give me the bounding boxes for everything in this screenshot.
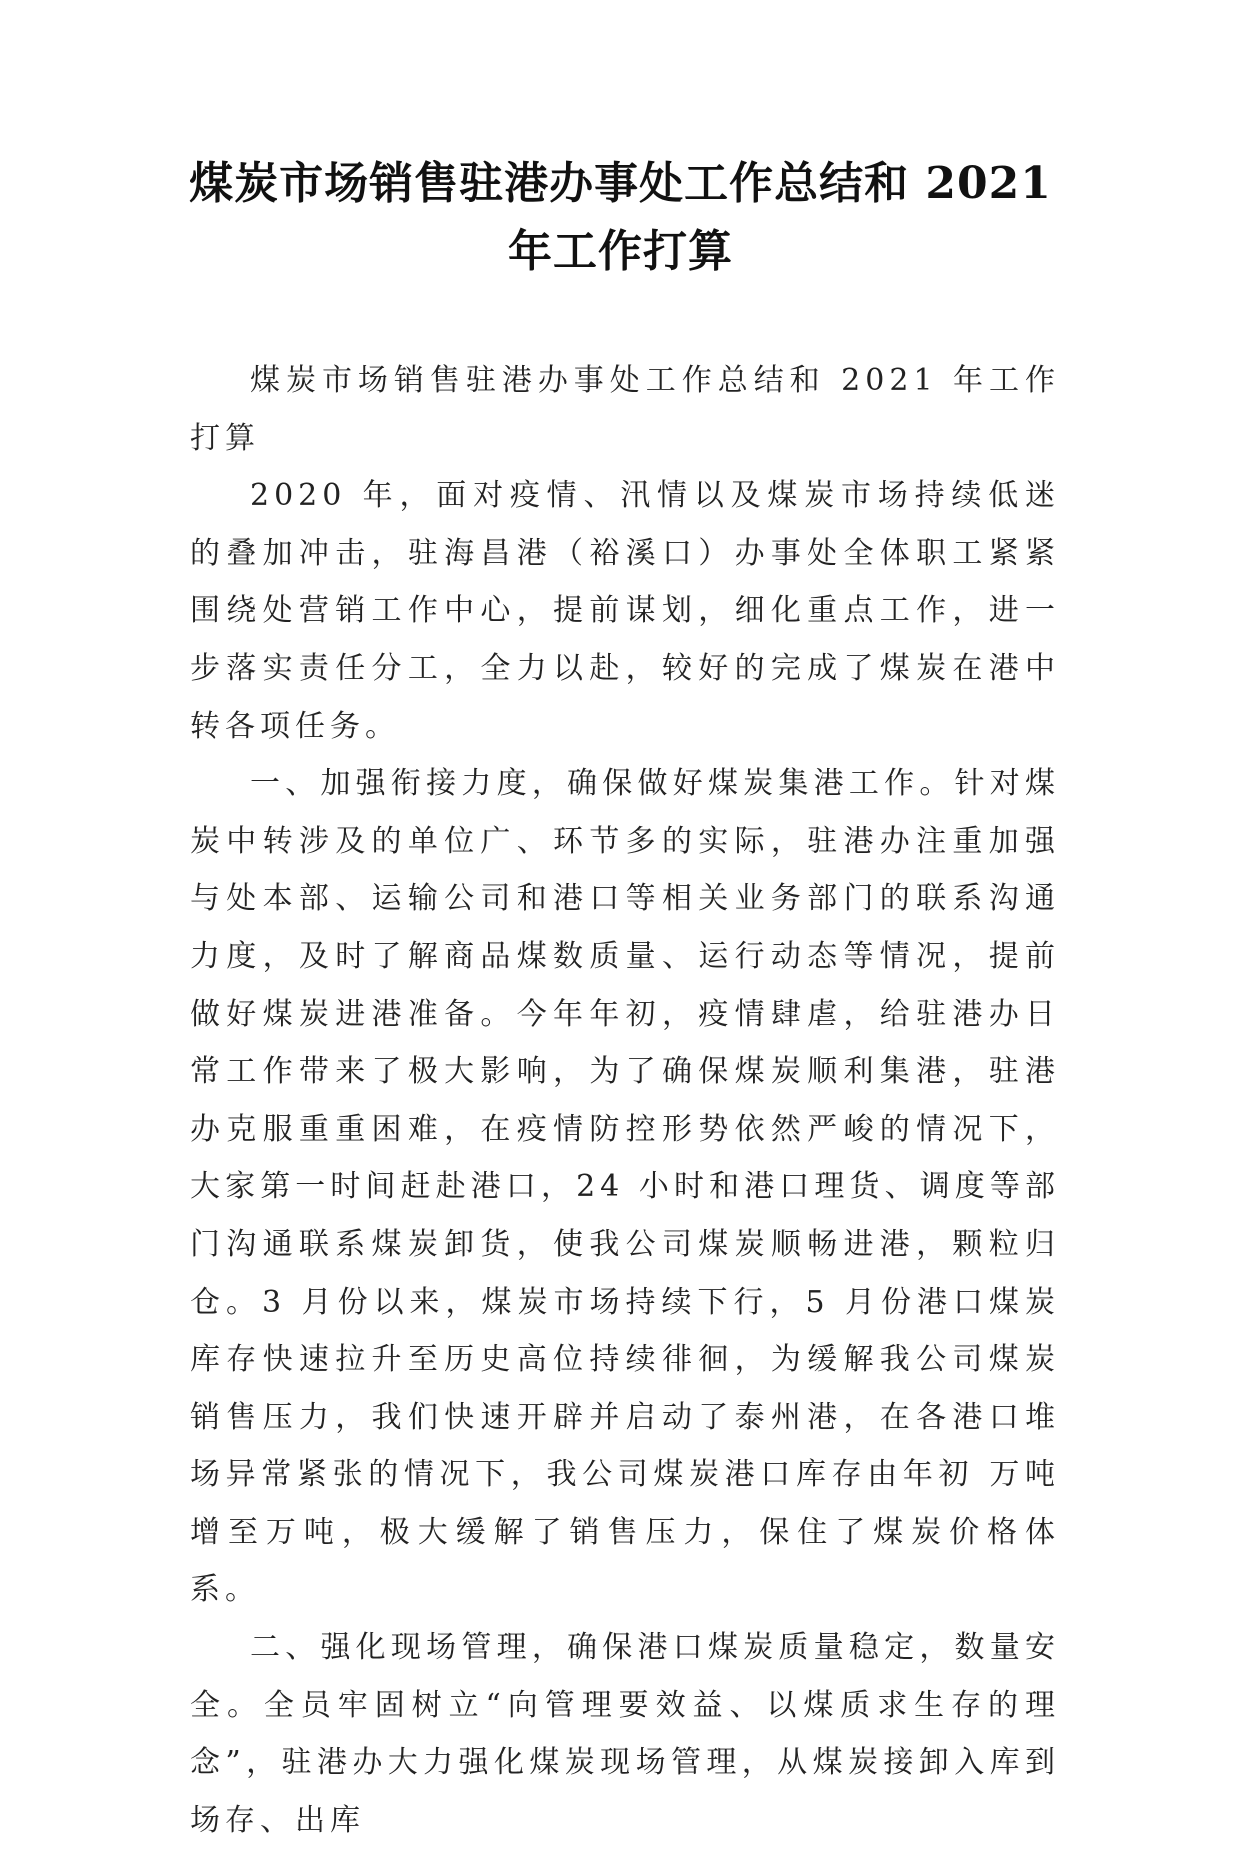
- paragraph-section-1: 一、加强衔接力度，确保做好煤炭集港工作。针对煤炭中转涉及的单位广、环节多的实际，驻港办注重加强与处本部、运输公司和港口等相关业务部门的联系沟通力度，及时了解商品煤数质量、运行动态等情况，提前做好煤炭进港准备。今年年初，疫情肆虐，给驻港办日常工作带来了极大影响，为了确保煤炭顺利集港，驻港办克服重重困难，在疫情防控形势依然严峻的情况下，大家第一时间赶赴港口，24 小时和港口理货、调度等部门沟通联系煤炭卸货，使我公司煤炭顺畅进港，颗粒归仓。3 月份以来，煤炭市场持续下行，5 月份港口煤炭库存快速拉升至历史高位持续徘徊，为缓解我公司煤炭销售压力，我们快速开辟并启动了泰州港，在各港口堆场异常紧张的情况下，我公司煤炭港口库存由年初 万吨增至万吨，极大缓解了销售压力，保住了煤炭价格体系。: [190, 766, 1060, 1608]
- title-line-2: 年工作打算: [508, 226, 733, 277]
- document-title: [150, 150, 1091, 286]
- document-body: [190, 352, 1060, 1849]
- paragraph-heading: 煤炭市场销售驻港办事处工作总结和 2021 年工作打算: [190, 363, 1060, 456]
- title-line-1: 煤炭市场销售驻港办事处工作总结和 2021: [189, 158, 1052, 209]
- paragraph-section-2: 二、强化现场管理，确保港口煤炭质量稳定，数量安全。全员牢固树立“向管理要效益、以煤质求生存的理念”，驻港办大力强化煤炭现场管理，从煤炭接卸入库到场存、出库: [190, 1630, 1060, 1838]
- paragraph-intro: 2020 年，面对疫情、汛情以及煤炭市场持续低迷的叠加冲击，驻海昌港（裕溪口）办事处全体职工紧紧围绕处营销工作中心，提前谋划，细化重点工作，进一步落实责任分工，全力以赴，较好的完成了煤炭在港中转各项任务。: [190, 478, 1060, 744]
